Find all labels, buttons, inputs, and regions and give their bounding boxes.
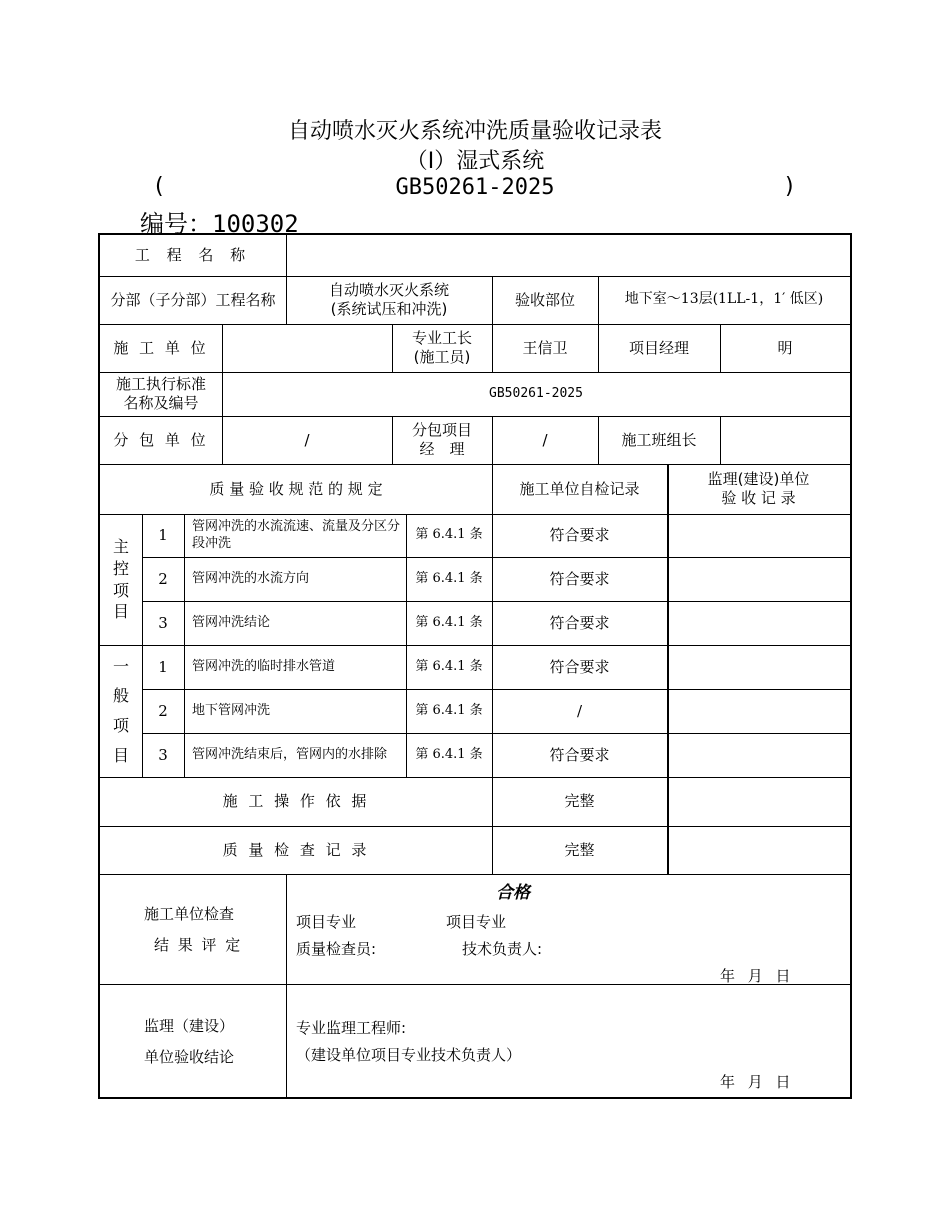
main-item-result[interactable]: 符合要求	[549, 569, 610, 588]
main-item-clause: 第 6.4.1 条	[415, 614, 483, 630]
form-title-sub: （Ⅰ）湿式系统	[405, 149, 545, 174]
spec-header: 质 量 验 收 规 范 的 规 定	[209, 479, 383, 498]
tech-lead-label: 技术负责人:	[462, 940, 543, 958]
owner-tech-lead-label: （建设单位项目专业技术负责人）	[296, 1046, 522, 1064]
main-item-supervision[interactable]	[667, 514, 850, 557]
general-item-no: 2	[158, 701, 168, 720]
paren-right: )	[785, 174, 794, 199]
construction-unit-label: 施 工 单 位	[113, 338, 209, 357]
team-leader-label: 施工班组长	[621, 430, 697, 449]
general-item-result[interactable]: /	[576, 701, 583, 720]
main-item-clause: 第 6.4.1 条	[415, 527, 483, 543]
pm-label: 项目经理	[628, 338, 689, 357]
general-item-supervision[interactable]	[667, 645, 850, 689]
general-item-result[interactable]: 符合要求	[549, 657, 610, 676]
inspection-record-value[interactable]: 完整	[564, 840, 595, 859]
general-item-no: 1	[158, 657, 168, 676]
operation-basis-value[interactable]: 完整	[564, 792, 595, 811]
exec-standard-value[interactable]: GB50261-2025	[489, 385, 583, 401]
general-item-clause: 第 6.4.1 条	[415, 702, 483, 718]
supervision-result-label: 单位验收结论	[144, 1048, 235, 1066]
construction-result-label: 施工单位检查	[144, 905, 235, 923]
verdict-text: 合格	[496, 883, 530, 903]
team-leader-value[interactable]	[720, 416, 850, 464]
inspection-record-label: 质 量 检 查 记 录	[222, 840, 370, 859]
main-item-desc: 管网冲洗的水流方向	[192, 570, 310, 586]
general-group-label: 一 般 项 目	[112, 656, 129, 765]
standard-code: GB50261-2025	[395, 175, 555, 200]
general-item-supervision[interactable]	[667, 689, 850, 733]
foreman-value[interactable]: 王信卫	[522, 338, 568, 357]
inspection-record-supervision[interactable]	[667, 826, 850, 874]
project-name-value[interactable]	[286, 235, 850, 276]
main-item-desc: 管网冲洗结论	[192, 614, 271, 630]
main-item-supervision[interactable]	[667, 601, 850, 645]
general-item-no: 3	[158, 745, 168, 764]
general-item-clause: 第 6.4.1 条	[415, 746, 483, 762]
record-number-label: 编号：	[140, 210, 212, 238]
sub-pm-label: 分包项目 经 理	[411, 421, 472, 458]
general-item-desc: 管网冲洗结束后，管网内的水排除	[192, 746, 388, 762]
form-title-main: 自动喷水灭火系统冲洗质量验收记录表	[287, 119, 662, 144]
supervision-header: 监理(建设)单位 验 收 记 录	[707, 470, 810, 507]
main-item-desc: 管网冲洗的水流流速、流量及分区分段冲洗	[192, 519, 401, 551]
main-item-clause: 第 6.4.1 条	[415, 570, 483, 586]
record-number-value: 100302	[212, 210, 299, 238]
supervising-engineer-label: 专业监理工程师:	[296, 1019, 407, 1037]
accept-part-value[interactable]: 地下室～13层(1LL-1，1′ 低区)	[624, 291, 824, 308]
supervision-result-label: 监理（建设）	[144, 1017, 235, 1035]
quality-inspector-label: 项目专业	[296, 913, 357, 931]
construction-unit-value[interactable]	[222, 324, 392, 372]
main-item-result[interactable]: 符合要求	[549, 613, 610, 632]
quality-inspector-label: 质量检查员:	[296, 940, 377, 958]
general-item-desc: 管网冲洗的临时排水管道	[192, 658, 336, 674]
main-item-result[interactable]: 符合要求	[549, 526, 610, 545]
paren-left: (	[155, 174, 164, 199]
accept-part-label: 验收部位	[514, 290, 575, 309]
operation-basis-label: 施 工 操 作 依 据	[222, 792, 370, 811]
main-item-no: 3	[158, 613, 168, 632]
self-check-header: 施工单位自检记录	[519, 479, 640, 498]
subcontract-label: 分 包 单 位	[113, 430, 209, 449]
general-item-desc: 地下管网冲洗	[192, 702, 271, 718]
construction-result-label: 结 果 评 定	[154, 936, 243, 954]
foreman-label: 专业工长 (施工员)	[411, 329, 472, 366]
main-item-supervision[interactable]	[667, 557, 850, 601]
acceptance-form-table	[98, 233, 852, 1099]
exec-standard-label: 施工执行标准 名称及编号	[115, 375, 206, 412]
general-item-clause: 第 6.4.1 条	[415, 658, 483, 674]
operation-basis-supervision[interactable]	[667, 777, 850, 826]
tech-lead-label: 项目专业	[446, 913, 507, 931]
supervision-date[interactable]: 年 月 日	[720, 1073, 795, 1091]
main-item-no: 2	[158, 569, 168, 588]
project-name-label: 工 程 名 称	[134, 246, 252, 265]
division-value[interactable]: 自动喷水灭火系统 (系统试压和冲洗)	[328, 281, 449, 318]
division-label: 分部（子分部）工程名称	[110, 290, 276, 309]
sub-pm-value[interactable]: /	[542, 430, 548, 449]
main-item-no: 1	[158, 526, 168, 545]
general-item-supervision[interactable]	[667, 733, 850, 777]
subcontract-value[interactable]: /	[304, 430, 310, 449]
general-item-result[interactable]: 符合要求	[549, 745, 610, 764]
construction-date[interactable]: 年 月 日	[720, 967, 795, 985]
main-control-group-label: 主 控 项 目	[112, 537, 129, 622]
pm-value[interactable]: 明	[777, 338, 793, 357]
